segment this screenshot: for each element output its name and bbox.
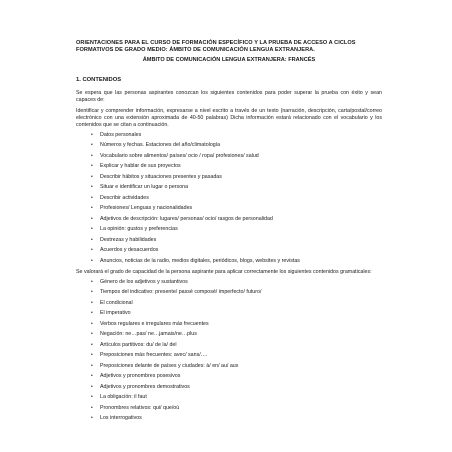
list-item-text: Números y fechas. Estaciones del año/climatología [100, 142, 221, 149]
list-item [76, 140, 382, 151]
bullet-icon: • [91, 341, 93, 348]
bullet-icon: • [91, 163, 93, 170]
bullet-icon: • [91, 310, 93, 317]
bullet-icon: • [91, 205, 93, 212]
bullet-icon: • [91, 152, 93, 159]
paragraph-intro: Se espera que las personas aspirantes conozcan los siguientes contenidos para poder superar la prueba con éxito y sean capaces de: [76, 90, 382, 103]
list-item [76, 350, 382, 361]
bullet-icon: • [91, 373, 93, 380]
list-item-text: Adjetivos de descripción: lugares/ personas/ ocio/ rasgos de personalidad [100, 215, 273, 222]
bullet-icon: • [91, 236, 93, 243]
list-item [76, 214, 382, 225]
list-item-text: Situar e identificar un lugar o persona [100, 184, 189, 191]
list-item-text: Pronombres relativos: qui/ que/où [100, 404, 180, 411]
list-item [76, 319, 382, 330]
list-item-text: Acuerdos y desacuerdos [100, 247, 159, 254]
list-item [76, 308, 382, 319]
list-item [76, 130, 382, 141]
bullet-icon: • [91, 215, 93, 222]
bullet-icon: • [91, 415, 93, 422]
list-item [76, 361, 382, 372]
list-item-text: Verbos regulares e irregulares más frecuentes [100, 320, 209, 327]
list-item [76, 193, 382, 204]
list-item [76, 161, 382, 172]
list-item [76, 277, 382, 288]
list-item-text: Los interrogativos [100, 415, 142, 422]
list-item-text: Explicar y hablar de sus proyectos [100, 163, 181, 170]
list-item-text: El condicional [100, 299, 133, 306]
list-item [76, 245, 382, 256]
bullet-icon: • [91, 383, 93, 390]
list-item [76, 203, 382, 214]
document-page [76, 40, 382, 424]
list-item [76, 182, 382, 193]
bullet-icon: • [91, 331, 93, 338]
bullet-icon: • [91, 173, 93, 180]
list-item [76, 403, 382, 414]
bullet-icon: • [91, 352, 93, 359]
list-item [76, 340, 382, 351]
list-item [76, 382, 382, 393]
header-line-2: FORMATIVOS DE GRADO MEDIO: ÁMBITO DE COMUNICACIÓN LENGUA EXTRANJERA. [76, 47, 315, 53]
bullet-icon: • [91, 226, 93, 233]
list-item-text: Destrezas y habilidades [100, 236, 157, 243]
list-item-text: Datos personales [100, 131, 142, 138]
list-item [76, 329, 382, 340]
header-line-1: ORIENTACIONES PARA EL CURSO DE FORMACIÓN ESPECÍFICO Y LA PRUEBA DE ACCESO A CICLOS [76, 40, 356, 46]
bullet-icon: • [91, 247, 93, 254]
bullet-icon: • [91, 194, 93, 201]
list-item-text: Anuncios, noticias de la radio, medios digitales, periódicos, blogs, websites y revistas [100, 257, 300, 264]
list-item [76, 256, 382, 267]
list-item [76, 287, 382, 298]
bullet-icon: • [91, 299, 93, 306]
grammar-list [76, 277, 382, 424]
list-item-text: Adjetivos y pronombres demostrativos [100, 383, 190, 390]
list-item-text: Preposiciones delante de países y ciudades: à/ en/ au/ aux [100, 362, 239, 369]
bullet-icon: • [91, 289, 93, 296]
bullet-icon: • [91, 131, 93, 138]
section-title: 1. CONTENIDOS [76, 77, 122, 83]
list-item-text: Género de los adjetivos y sustantivos [100, 278, 188, 285]
document-subheader: ÁMBITO DE COMUNICACIÓN LENGUA EXTRANJERA: FRANCÉS [142, 57, 316, 63]
list-item-text: Describir actividades [100, 194, 149, 201]
list-item [76, 235, 382, 246]
list-item [76, 224, 382, 235]
bullet-icon: • [91, 278, 93, 285]
paragraph-objectives: Identificar y comprender información, expresarse a nivel escrito a través de un texto (narración, descripción, carta/postal/correo electrónico con una extensión aproximada de 40-50 palabras) Dicha información estará relacionado con el vocabulario y los contenidos que se citan a continuación. [76, 107, 382, 128]
document-header [76, 40, 382, 54]
list-item-text: La obligación: il faut [100, 394, 147, 401]
bullet-icon: • [91, 404, 93, 411]
list-item [76, 413, 382, 424]
list-item-text: Preposiciones más frecuentes: avec/ sans/…. [100, 352, 208, 359]
list-item [76, 392, 382, 403]
list-item-text: La opinión: gustos y preferencias [100, 226, 178, 233]
bullet-icon: • [91, 142, 93, 149]
list-item-text: El imperativo [100, 310, 131, 317]
bullet-icon: • [91, 394, 93, 401]
list-item [76, 371, 382, 382]
list-item-text: Vocabulario sobre alimentos/ países/ ocio / ropa/ profesiones/ salud [100, 152, 259, 159]
list-item-text: Profesiones/ Lenguas y nacionalidades [100, 205, 193, 212]
list-item [76, 151, 382, 162]
contents-list [76, 130, 382, 267]
list-item [76, 298, 382, 309]
paragraph-grammar: Se valorará el grado de capacidad de la persona aspirante para aplicar correctamente los siguientes contenidos gramaticales: [76, 269, 372, 276]
bullet-icon: • [91, 184, 93, 191]
list-item [76, 172, 382, 183]
list-item-text: Tiempos del indicativo: presente/ passé composé/ imperfecto/ futuro/ [100, 289, 262, 296]
bullet-icon: • [91, 257, 93, 264]
list-item-text: Adjetivos y pronombres posesivos [100, 373, 181, 380]
list-item-text: Describir hábitos y situaciones presentes y pasadas [100, 173, 222, 180]
bullet-icon: • [91, 320, 93, 327]
list-item-text: Negación: ne…pas/ ne…jamais/ne…plus [100, 331, 197, 338]
list-item-text: Artículos partitivos: du/ de la/ del [100, 341, 177, 348]
bullet-icon: • [91, 362, 93, 369]
